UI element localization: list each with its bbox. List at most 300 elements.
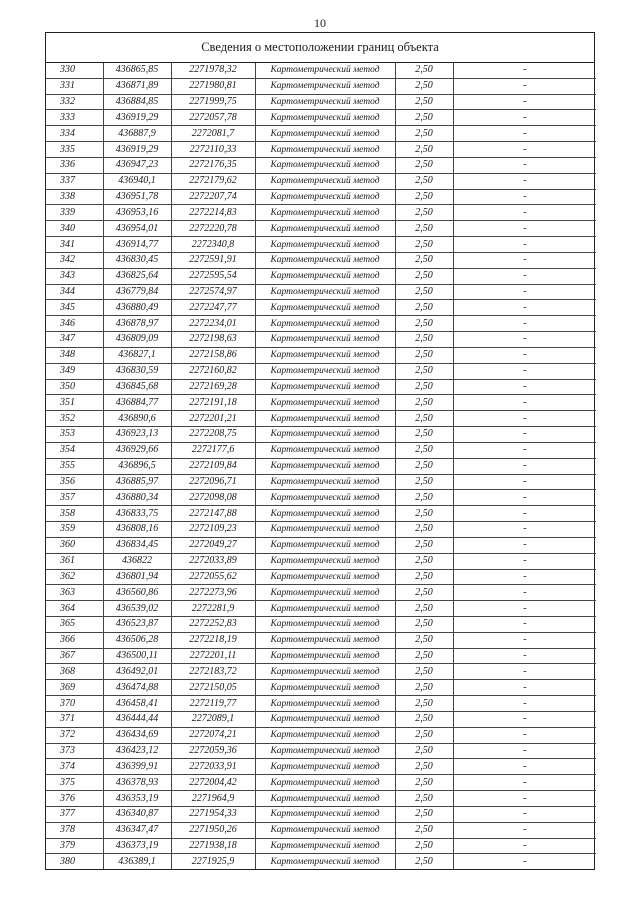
description-cell: - [453,822,596,838]
y-coordinate-cell: 2272595,54 [171,268,255,284]
method-cell: Картометрический метод [255,806,395,822]
y-coordinate-cell: 2272183,72 [171,664,255,680]
method-cell: Картометрический метод [255,427,395,443]
method-cell: Картометрический метод [255,78,395,94]
description-cell: - [453,727,596,743]
x-coordinate-cell: 436353,19 [103,791,171,807]
table-row [46,759,596,775]
x-coordinate-cell: 436865,85 [103,63,171,78]
table-row [46,332,596,348]
accuracy-cell: 2,50 [395,711,453,727]
table-row [46,696,596,712]
method-cell: Картометрический метод [255,157,395,173]
point-number-cell: 374 [46,759,103,775]
y-coordinate-cell: 2272252,83 [171,616,255,632]
point-number-cell: 373 [46,743,103,759]
description-cell: - [453,838,596,854]
description-cell: - [453,759,596,775]
point-number-cell: 377 [46,806,103,822]
point-number-cell: 332 [46,94,103,110]
y-coordinate-cell: 2271938,18 [171,838,255,854]
y-coordinate-cell: 2272198,63 [171,332,255,348]
y-coordinate-cell: 2272201,21 [171,411,255,427]
accuracy-cell: 2,50 [395,110,453,126]
x-coordinate-cell: 436340,87 [103,806,171,822]
x-coordinate-cell: 436919,29 [103,110,171,126]
x-coordinate-cell: 436953,16 [103,205,171,221]
table-row [46,379,596,395]
x-coordinate-cell: 436808,16 [103,522,171,538]
x-coordinate-cell: 436801,94 [103,569,171,585]
method-cell: Картометрический метод [255,363,395,379]
table-row [46,237,596,253]
table-row [46,268,596,284]
method-cell: Картометрический метод [255,838,395,854]
table-row [46,411,596,427]
accuracy-cell: 2,50 [395,506,453,522]
x-coordinate-cell: 436825,64 [103,268,171,284]
accuracy-cell: 2,50 [395,442,453,458]
y-coordinate-cell: 2272055,62 [171,569,255,585]
y-coordinate-cell: 2271978,32 [171,63,255,78]
table-row [46,490,596,506]
point-number-cell: 378 [46,822,103,838]
method-cell: Картометрический метод [255,632,395,648]
description-cell: - [453,490,596,506]
description-cell: - [453,300,596,316]
table-row [46,743,596,759]
table-row [46,363,596,379]
y-coordinate-cell: 2272059,36 [171,743,255,759]
point-number-cell: 365 [46,616,103,632]
method-cell: Картометрический метод [255,759,395,775]
point-number-cell: 336 [46,157,103,173]
description-cell: - [453,63,596,78]
method-cell: Картометрический метод [255,664,395,680]
point-number-cell: 361 [46,553,103,569]
table-body [46,63,596,869]
accuracy-cell: 2,50 [395,680,453,696]
x-coordinate-cell: 436830,45 [103,252,171,268]
x-coordinate-cell: 436887,9 [103,126,171,142]
x-coordinate-cell: 436523,87 [103,616,171,632]
point-number-cell: 372 [46,727,103,743]
y-coordinate-cell: 2272057,78 [171,110,255,126]
method-cell: Картометрический метод [255,711,395,727]
accuracy-cell: 2,50 [395,205,453,221]
table-row [46,474,596,490]
description-cell: - [453,347,596,363]
table-row [46,616,596,632]
point-number-cell: 376 [46,791,103,807]
point-number-cell: 354 [46,442,103,458]
table-row [46,838,596,854]
method-cell: Картометрический метод [255,316,395,332]
table-row [46,632,596,648]
y-coordinate-cell: 2272033,91 [171,759,255,775]
x-coordinate-cell: 436458,41 [103,696,171,712]
description-cell: - [453,332,596,348]
accuracy-cell: 2,50 [395,63,453,78]
accuracy-cell: 2,50 [395,537,453,553]
description-cell: - [453,252,596,268]
point-number-cell: 364 [46,601,103,617]
y-coordinate-cell: 2272176,35 [171,157,255,173]
method-cell: Картометрический метод [255,173,395,189]
accuracy-cell: 2,50 [395,522,453,538]
table-row [46,78,596,94]
accuracy-cell: 2,50 [395,221,453,237]
x-coordinate-cell: 436914,77 [103,237,171,253]
point-number-cell: 351 [46,395,103,411]
description-cell: - [453,221,596,237]
point-number-cell: 334 [46,126,103,142]
method-cell: Картометрический метод [255,680,395,696]
method-cell: Картометрический метод [255,648,395,664]
description-cell: - [453,506,596,522]
accuracy-cell: 2,50 [395,237,453,253]
x-coordinate-cell: 436880,34 [103,490,171,506]
table-row [46,506,596,522]
description-cell: - [453,427,596,443]
accuracy-cell: 2,50 [395,252,453,268]
description-cell: - [453,522,596,538]
method-cell: Картометрический метод [255,63,395,78]
accuracy-cell: 2,50 [395,822,453,838]
table-row [46,569,596,585]
accuracy-cell: 2,50 [395,648,453,664]
method-cell: Картометрический метод [255,822,395,838]
point-number-cell: 368 [46,664,103,680]
point-number-cell: 340 [46,221,103,237]
accuracy-cell: 2,50 [395,427,453,443]
accuracy-cell: 2,50 [395,94,453,110]
description-cell: - [453,458,596,474]
y-coordinate-cell: 2272247,77 [171,300,255,316]
table-row [46,189,596,205]
x-coordinate-cell: 436890,6 [103,411,171,427]
table-row [46,142,596,158]
table-row [46,442,596,458]
description-cell: - [453,696,596,712]
description-cell: - [453,205,596,221]
table-row [46,727,596,743]
method-cell: Картометрический метод [255,268,395,284]
y-coordinate-cell: 2272273,96 [171,585,255,601]
x-coordinate-cell: 436474,88 [103,680,171,696]
description-cell: - [453,284,596,300]
x-coordinate-cell: 436834,45 [103,537,171,553]
point-number-cell: 344 [46,284,103,300]
method-cell: Картометрический метод [255,601,395,617]
accuracy-cell: 2,50 [395,458,453,474]
table-row [46,94,596,110]
description-cell: - [453,616,596,632]
accuracy-cell: 2,50 [395,395,453,411]
y-coordinate-cell: 2272109,84 [171,458,255,474]
method-cell: Картометрический метод [255,854,395,869]
x-coordinate-cell: 436954,01 [103,221,171,237]
accuracy-cell: 2,50 [395,585,453,601]
table-row [46,775,596,791]
description-cell: - [453,743,596,759]
table-row [46,854,596,869]
table-row [46,252,596,268]
accuracy-cell: 2,50 [395,363,453,379]
accuracy-cell: 2,50 [395,664,453,680]
table-title: Сведения о местоположении границ объекта [46,33,594,63]
method-cell: Картометрический метод [255,696,395,712]
description-cell: - [453,474,596,490]
y-coordinate-cell: 2271925,9 [171,854,255,869]
method-cell: Картометрический метод [255,284,395,300]
method-cell: Картометрический метод [255,252,395,268]
x-coordinate-cell: 436492,01 [103,664,171,680]
accuracy-cell: 2,50 [395,173,453,189]
x-coordinate-cell: 436423,12 [103,743,171,759]
description-cell: - [453,791,596,807]
x-coordinate-cell: 436880,49 [103,300,171,316]
method-cell: Картометрический метод [255,490,395,506]
y-coordinate-cell: 2272119,77 [171,696,255,712]
x-coordinate-cell: 436809,09 [103,332,171,348]
table-row [46,537,596,553]
point-number-cell: 348 [46,347,103,363]
point-number-cell: 357 [46,490,103,506]
table-row [46,791,596,807]
accuracy-cell: 2,50 [395,316,453,332]
x-coordinate-cell: 436884,77 [103,395,171,411]
method-cell: Картометрический метод [255,189,395,205]
point-number-cell: 339 [46,205,103,221]
y-coordinate-cell: 2272033,89 [171,553,255,569]
table-row [46,585,596,601]
x-coordinate-cell: 436830,59 [103,363,171,379]
accuracy-cell: 2,50 [395,854,453,869]
method-cell: Картометрический метод [255,553,395,569]
accuracy-cell: 2,50 [395,601,453,617]
point-number-cell: 369 [46,680,103,696]
x-coordinate-cell: 436822 [103,553,171,569]
y-coordinate-cell: 2272098,08 [171,490,255,506]
y-coordinate-cell: 2272220,78 [171,221,255,237]
method-cell: Картометрический метод [255,300,395,316]
point-number-cell: 359 [46,522,103,538]
table-row [46,664,596,680]
description-cell: - [453,237,596,253]
y-coordinate-cell: 2272004,42 [171,775,255,791]
description-cell: - [453,648,596,664]
accuracy-cell: 2,50 [395,189,453,205]
table-row [46,648,596,664]
method-cell: Картометрический метод [255,347,395,363]
table-row [46,822,596,838]
y-coordinate-cell: 2272177,6 [171,442,255,458]
point-number-cell: 380 [46,854,103,869]
x-coordinate-cell: 436434,69 [103,727,171,743]
accuracy-cell: 2,50 [395,696,453,712]
method-cell: Картометрический метод [255,332,395,348]
accuracy-cell: 2,50 [395,142,453,158]
x-coordinate-cell: 436923,13 [103,427,171,443]
description-cell: - [453,601,596,617]
table-row [46,458,596,474]
x-coordinate-cell: 436884,85 [103,94,171,110]
x-coordinate-cell: 436951,78 [103,189,171,205]
description-cell: - [453,395,596,411]
y-coordinate-cell: 2272207,74 [171,189,255,205]
point-number-cell: 360 [46,537,103,553]
x-coordinate-cell: 436919,29 [103,142,171,158]
accuracy-cell: 2,50 [395,727,453,743]
point-number-cell: 363 [46,585,103,601]
table-row [46,553,596,569]
x-coordinate-cell: 436378,93 [103,775,171,791]
table-row [46,205,596,221]
point-number-cell: 337 [46,173,103,189]
x-coordinate-cell: 436827,1 [103,347,171,363]
y-coordinate-cell: 2272074,21 [171,727,255,743]
y-coordinate-cell: 2272574,97 [171,284,255,300]
description-cell: - [453,632,596,648]
accuracy-cell: 2,50 [395,490,453,506]
y-coordinate-cell: 2272234,01 [171,316,255,332]
table-row [46,173,596,189]
accuracy-cell: 2,50 [395,411,453,427]
description-cell: - [453,585,596,601]
y-coordinate-cell: 2272158,86 [171,347,255,363]
accuracy-cell: 2,50 [395,838,453,854]
accuracy-cell: 2,50 [395,791,453,807]
table-row [46,126,596,142]
table-row [46,680,596,696]
table-row [46,63,596,78]
y-coordinate-cell: 2272160,82 [171,363,255,379]
table-row [46,711,596,727]
x-coordinate-cell: 436845,68 [103,379,171,395]
y-coordinate-cell: 2272150,05 [171,680,255,696]
description-cell: - [453,363,596,379]
description-cell: - [453,173,596,189]
table-row [46,221,596,237]
table-row [46,601,596,617]
x-coordinate-cell: 436871,89 [103,78,171,94]
method-cell: Картометрический метод [255,221,395,237]
method-cell: Картометрический метод [255,522,395,538]
point-number-cell: 331 [46,78,103,94]
point-number-cell: 330 [46,63,103,78]
method-cell: Картометрический метод [255,775,395,791]
description-cell: - [453,680,596,696]
table-row [46,157,596,173]
table-row [46,522,596,538]
y-coordinate-cell: 2272214,83 [171,205,255,221]
method-cell: Картометрический метод [255,506,395,522]
description-cell: - [453,94,596,110]
description-cell: - [453,268,596,284]
point-number-cell: 349 [46,363,103,379]
y-coordinate-cell: 2272089,1 [171,711,255,727]
description-cell: - [453,78,596,94]
y-coordinate-cell: 2272191,18 [171,395,255,411]
y-coordinate-cell: 2271954,33 [171,806,255,822]
description-cell: - [453,569,596,585]
description-cell: - [453,110,596,126]
point-number-cell: 367 [46,648,103,664]
point-number-cell: 335 [46,142,103,158]
method-cell: Картометрический метод [255,395,395,411]
y-coordinate-cell: 2272049,27 [171,537,255,553]
point-number-cell: 342 [46,252,103,268]
accuracy-cell: 2,50 [395,775,453,791]
accuracy-cell: 2,50 [395,379,453,395]
boundary-points-table [46,63,596,869]
accuracy-cell: 2,50 [395,332,453,348]
description-cell: - [453,537,596,553]
method-cell: Картометрический метод [255,411,395,427]
description-cell: - [453,142,596,158]
description-cell: - [453,379,596,395]
accuracy-cell: 2,50 [395,743,453,759]
method-cell: Картометрический метод [255,585,395,601]
table-row [46,316,596,332]
method-cell: Картометрический метод [255,237,395,253]
description-cell: - [453,711,596,727]
x-coordinate-cell: 436947,23 [103,157,171,173]
accuracy-cell: 2,50 [395,300,453,316]
method-cell: Картометрический метод [255,126,395,142]
method-cell: Картометрический метод [255,110,395,126]
accuracy-cell: 2,50 [395,632,453,648]
y-coordinate-cell: 2272109,23 [171,522,255,538]
point-number-cell: 352 [46,411,103,427]
x-coordinate-cell: 436373,19 [103,838,171,854]
method-cell: Картометрический метод [255,94,395,110]
y-coordinate-cell: 2272340,8 [171,237,255,253]
point-number-cell: 379 [46,838,103,854]
x-coordinate-cell: 436399,91 [103,759,171,775]
method-cell: Картометрический метод [255,743,395,759]
x-coordinate-cell: 436885,97 [103,474,171,490]
x-coordinate-cell: 436878,97 [103,316,171,332]
description-cell: - [453,126,596,142]
x-coordinate-cell: 436940,1 [103,173,171,189]
x-coordinate-cell: 436560,86 [103,585,171,601]
table-row [46,284,596,300]
point-number-cell: 338 [46,189,103,205]
accuracy-cell: 2,50 [395,347,453,363]
point-number-cell: 345 [46,300,103,316]
point-number-cell: 350 [46,379,103,395]
x-coordinate-cell: 436896,5 [103,458,171,474]
description-cell: - [453,775,596,791]
accuracy-cell: 2,50 [395,616,453,632]
method-cell: Картометрический метод [255,458,395,474]
point-number-cell: 347 [46,332,103,348]
method-cell: Картометрический метод [255,474,395,490]
y-coordinate-cell: 2272110,33 [171,142,255,158]
description-cell: - [453,411,596,427]
point-number-cell: 366 [46,632,103,648]
description-cell: - [453,806,596,822]
table-row [46,395,596,411]
x-coordinate-cell: 436779,84 [103,284,171,300]
method-cell: Картометрический метод [255,791,395,807]
point-number-cell: 341 [46,237,103,253]
accuracy-cell: 2,50 [395,157,453,173]
accuracy-cell: 2,50 [395,569,453,585]
y-coordinate-cell: 2272096,71 [171,474,255,490]
